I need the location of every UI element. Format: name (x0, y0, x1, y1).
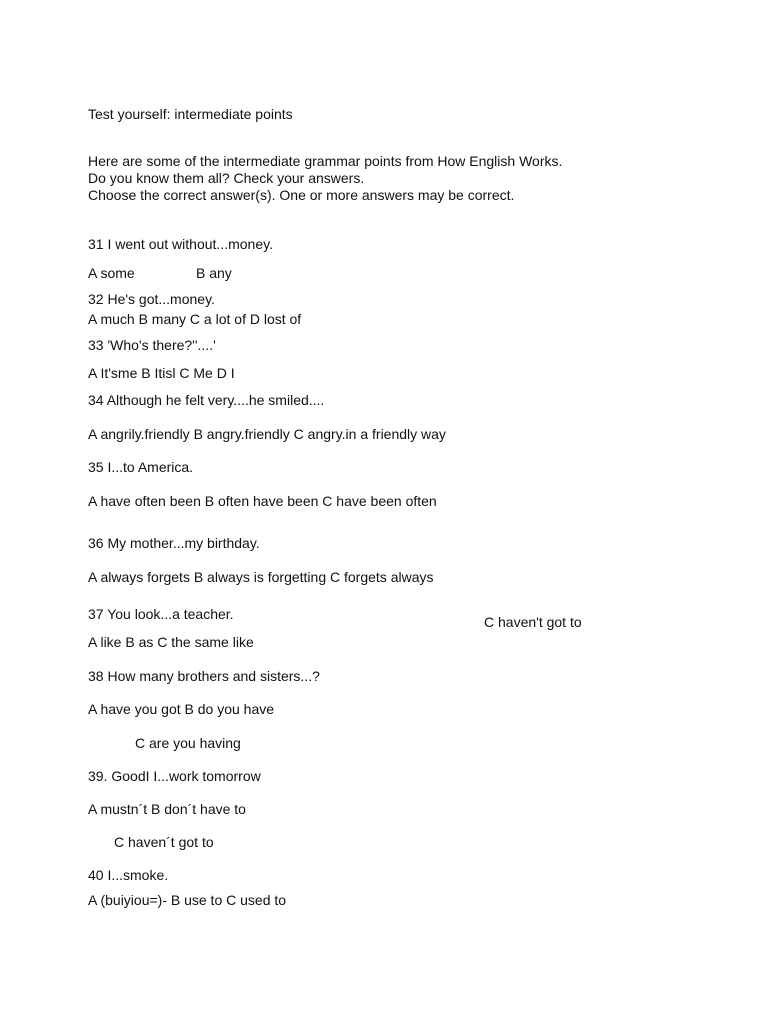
question-36-prompt: 36 My mother...my birthday. (88, 535, 260, 551)
question-38-options-continued: C are you having (135, 735, 241, 751)
question-34-prompt: 34 Although he felt very....he smiled.... (88, 392, 325, 408)
question-35-prompt: 35 I...to America. (88, 459, 194, 475)
question-33-options: A It'sme B Itisl C Me D I (88, 365, 235, 381)
question-38-prompt: 38 How many brothers and sisters...? (88, 668, 320, 684)
question-35-options: A have often been B often have been C have been often (88, 493, 437, 509)
question-33-prompt: 33 'Who's there?''....' (88, 337, 216, 353)
question-39-options-continued: C haven´t got to (114, 834, 214, 850)
question-36-options: A always forgets B always is forgetting C forgets always (88, 569, 434, 585)
question-40-options: A (buiyiou=)- B use to C used to (88, 892, 287, 908)
question-31-prompt: 31 I went out without...money. (88, 236, 273, 252)
stray-option-text: C haven't got to (484, 614, 582, 630)
question-37-prompt: 37 You look...a teacher. (88, 606, 234, 622)
question-37-options: A like B as C the same like (88, 634, 254, 650)
question-32-prompt: 32 He's got...money. (88, 291, 215, 307)
question-34-options: A angrily.friendly B angry.friendly C angry.in a friendly way (88, 426, 446, 442)
question-39-prompt: 39. GoodI I...work tomorrow (88, 768, 261, 784)
intro-line-3: Choose the correct answer(s). One or more answers may be correct. (88, 187, 515, 203)
question-40-prompt: 40 I...smoke. (88, 867, 169, 883)
question-39-options: A mustn´t B don´t have to (88, 801, 246, 817)
question-31-option-b: B any (196, 265, 232, 281)
question-31-option-a: A some (88, 265, 135, 281)
question-32-options: A much B many C a lot of D lost of (88, 311, 302, 327)
intro-line-2: Do you know them all? Check your answers. (88, 170, 365, 186)
question-38-options: A have you got B do you have (88, 701, 275, 717)
page-title: Test yourself: intermediate points (88, 106, 293, 122)
intro-line-1: Here are some of the intermediate grammar points from How English Works. (88, 153, 563, 169)
